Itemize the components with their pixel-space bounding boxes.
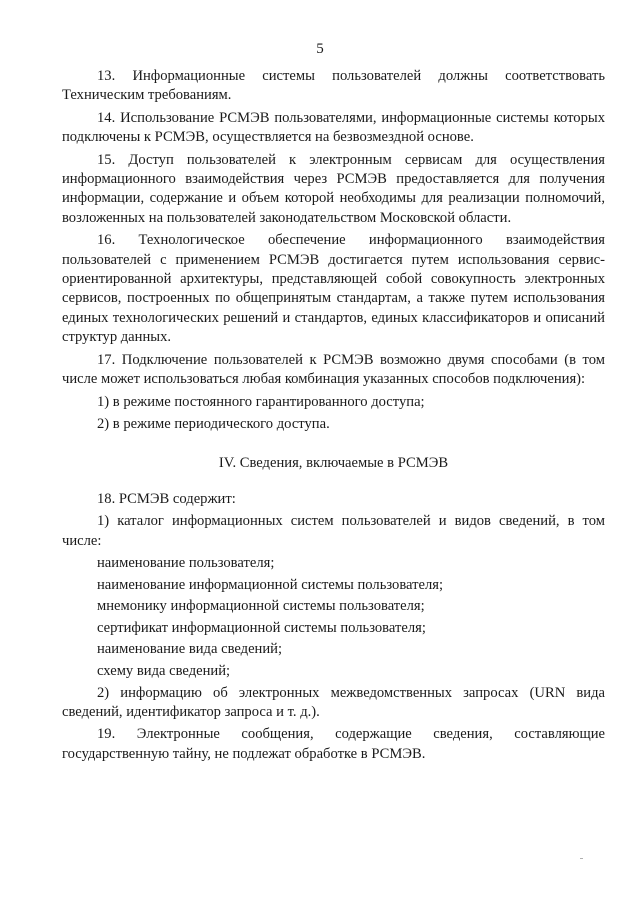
page-number: 5 — [316, 41, 324, 57]
paragraph-16: 16. Технологическое обеспечение информационного взаимодействия пользователей с применением РСМЭВ достигается путем использования сервис-ориентированной архитектуры, представляющей собой совокупность электронных сервисов, построенных по общепринятым стандартам, а также путем использования единых технологических решений и стандартов, единых классификаторов и описаний структур данных. — [62, 232, 605, 346]
paragraph-17: 17. Подключение пользователей к РСМЭВ возможно двумя способами (в том числе может использоваться любая комбинация указанных способов подключения): — [62, 351, 605, 388]
paragraph-14: 14. Использование РСМЭВ пользователями, информационные системы которых подключены к РСМЭВ, осуществляется на безвозмездной основе. — [62, 109, 605, 146]
paragraph-19: 19. Электронные сообщения, содержащие сведения, составляющие государственную тайну, не подлежат обработке в РСМЭВ. — [62, 726, 605, 762]
paragraph-17-item-1: 1) в режиме постоянного гарантированного доступа; — [97, 393, 425, 410]
document-body — [62, 67, 605, 767]
paragraph-13: 13. Информационные системы пользователей должны соответствовать Техническим требованиям. — [62, 68, 605, 104]
catalog-item: наименование информационной системы пользователя; — [97, 576, 444, 593]
paragraph-18: 18. РСМЭВ содержит: — [97, 490, 236, 507]
section-heading: IV. Сведения, включаемые в РСМЭВ — [218, 455, 449, 472]
catalog-item: наименование вида сведений; — [97, 641, 283, 658]
paragraph-18-item-2: 2) информацию об электронных межведомственных запросах (URN вида сведений, идентификатор запроса и т. д.). — [62, 684, 605, 720]
paragraph-18-item-1: 1) каталог информационных систем пользователей и видов сведений, в том числе: — [62, 513, 605, 549]
paragraph-15: 15. Доступ пользователей к электронным сервисам для осуществления информационного взаимодействия через РСМЭВ предоставляется для получения информации, содержание и объем которой необходимы для реализации полномочий, возложенных на пользователей законодательством Московской области. — [62, 151, 605, 226]
catalog-item: мнемонику информационной системы пользователя; — [97, 598, 425, 615]
scan-artifact — [580, 858, 583, 859]
catalog-item: наименование пользователя; — [97, 554, 275, 571]
catalog-item: схему вида сведений; — [97, 662, 231, 679]
paragraph-17-item-2: 2) в режиме периодического доступа. — [97, 415, 330, 432]
catalog-item: сертификат информационной системы пользователя; — [97, 619, 426, 636]
